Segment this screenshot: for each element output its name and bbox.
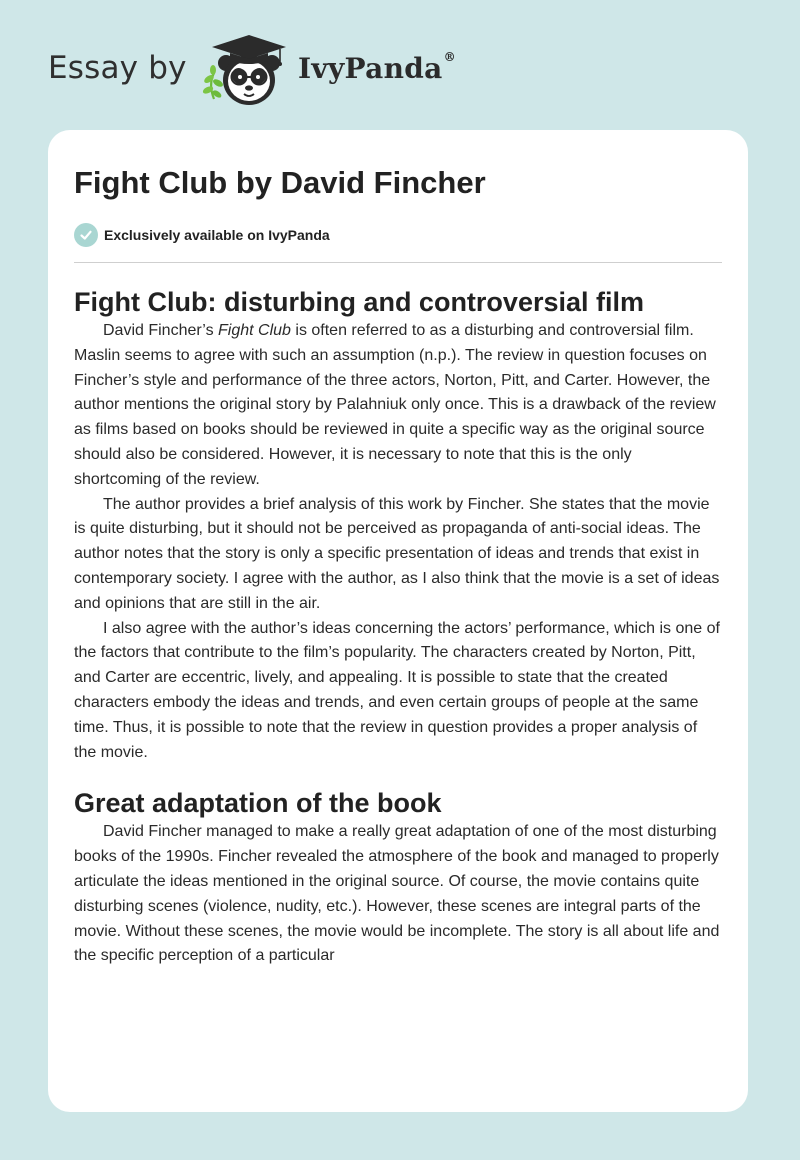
paragraph-text: David Fincher’s [103,322,219,339]
badge-text: Exclusively available on IvyPanda [104,227,330,243]
section-heading: Great adaptation of the book [74,788,442,819]
brand-prefix: Essay by [48,50,187,86]
registered-mark: ® [443,50,456,64]
section-great-adaptation [74,765,722,969]
section-disturbing-film [74,263,722,765]
paragraph-text: is often referred to as a disturbing and controversial film. Maslin seems to agree with such an assumption (n.p.). The review in question focuses on Fincher’s style and performance of the three actors, Norton, Pitt, and Carter. However, the author mentions the original story by Palahniuk only once. This is a drawback of the review as films based on books should be reviewed in quite a specific way as the original source should also be considered. However, it is necessary to note that this is the only shortcoming of the review. [74,322,716,488]
essay-content [48,130,748,969]
site-header [0,0,800,130]
page-title: Fight Club by David Fincher [74,165,486,200]
paragraph: David Fincher managed to make a really great adaptation of one of the most disturbing books of the 1990s. Fincher revealed the atmosphere of the book and managed to properly articulate the ideas mentioned in the original source. Of course, the movie contains quite disturbing scenes (violence, nudity, etc.). However, these scenes are integral parts of the movie. Without these scenes, the movie would be incomplete. The story is all about life and the specific perception of a particular [74,823,720,965]
exclusive-badge [74,222,722,248]
paragraph: I also agree with the author’s ideas concerning the actors’ performance, which is one of the factors that contribute to the film’s popularity. The characters created by Norton, Pitt, and Carter are eccentric, lively, and appealing. It is possible to state that the created characters embody the ideas and trends, and even certain groups of people at the same time. Thus, it is possible to note that the review in question provides a proper analysis of the movie. [74,619,720,761]
check-mark-icon [79,228,93,242]
paragraph [74,319,722,493]
essay-card [48,130,748,1112]
check-circle-icon [74,223,98,247]
paragraph: The author provides a brief analysis of this work by Fincher. She states that the movie is quite disturbing, but it should not be perceived as propaganda of anti-social ideas. The author notes that the story is only a specific presentation of ideas and trends that exist in contemporary society. I agree with the author, as I also think that the movie is a set of ideas and opinions that are still in the air. [74,495,720,612]
panda-logo-icon[interactable] [200,33,294,111]
brand-name [298,52,456,85]
brand-name-text: IvyPanda [298,52,443,85]
film-title-emphasis: Fight Club [218,322,291,339]
section-heading: Fight Club: disturbing and controversial film [74,287,645,317]
